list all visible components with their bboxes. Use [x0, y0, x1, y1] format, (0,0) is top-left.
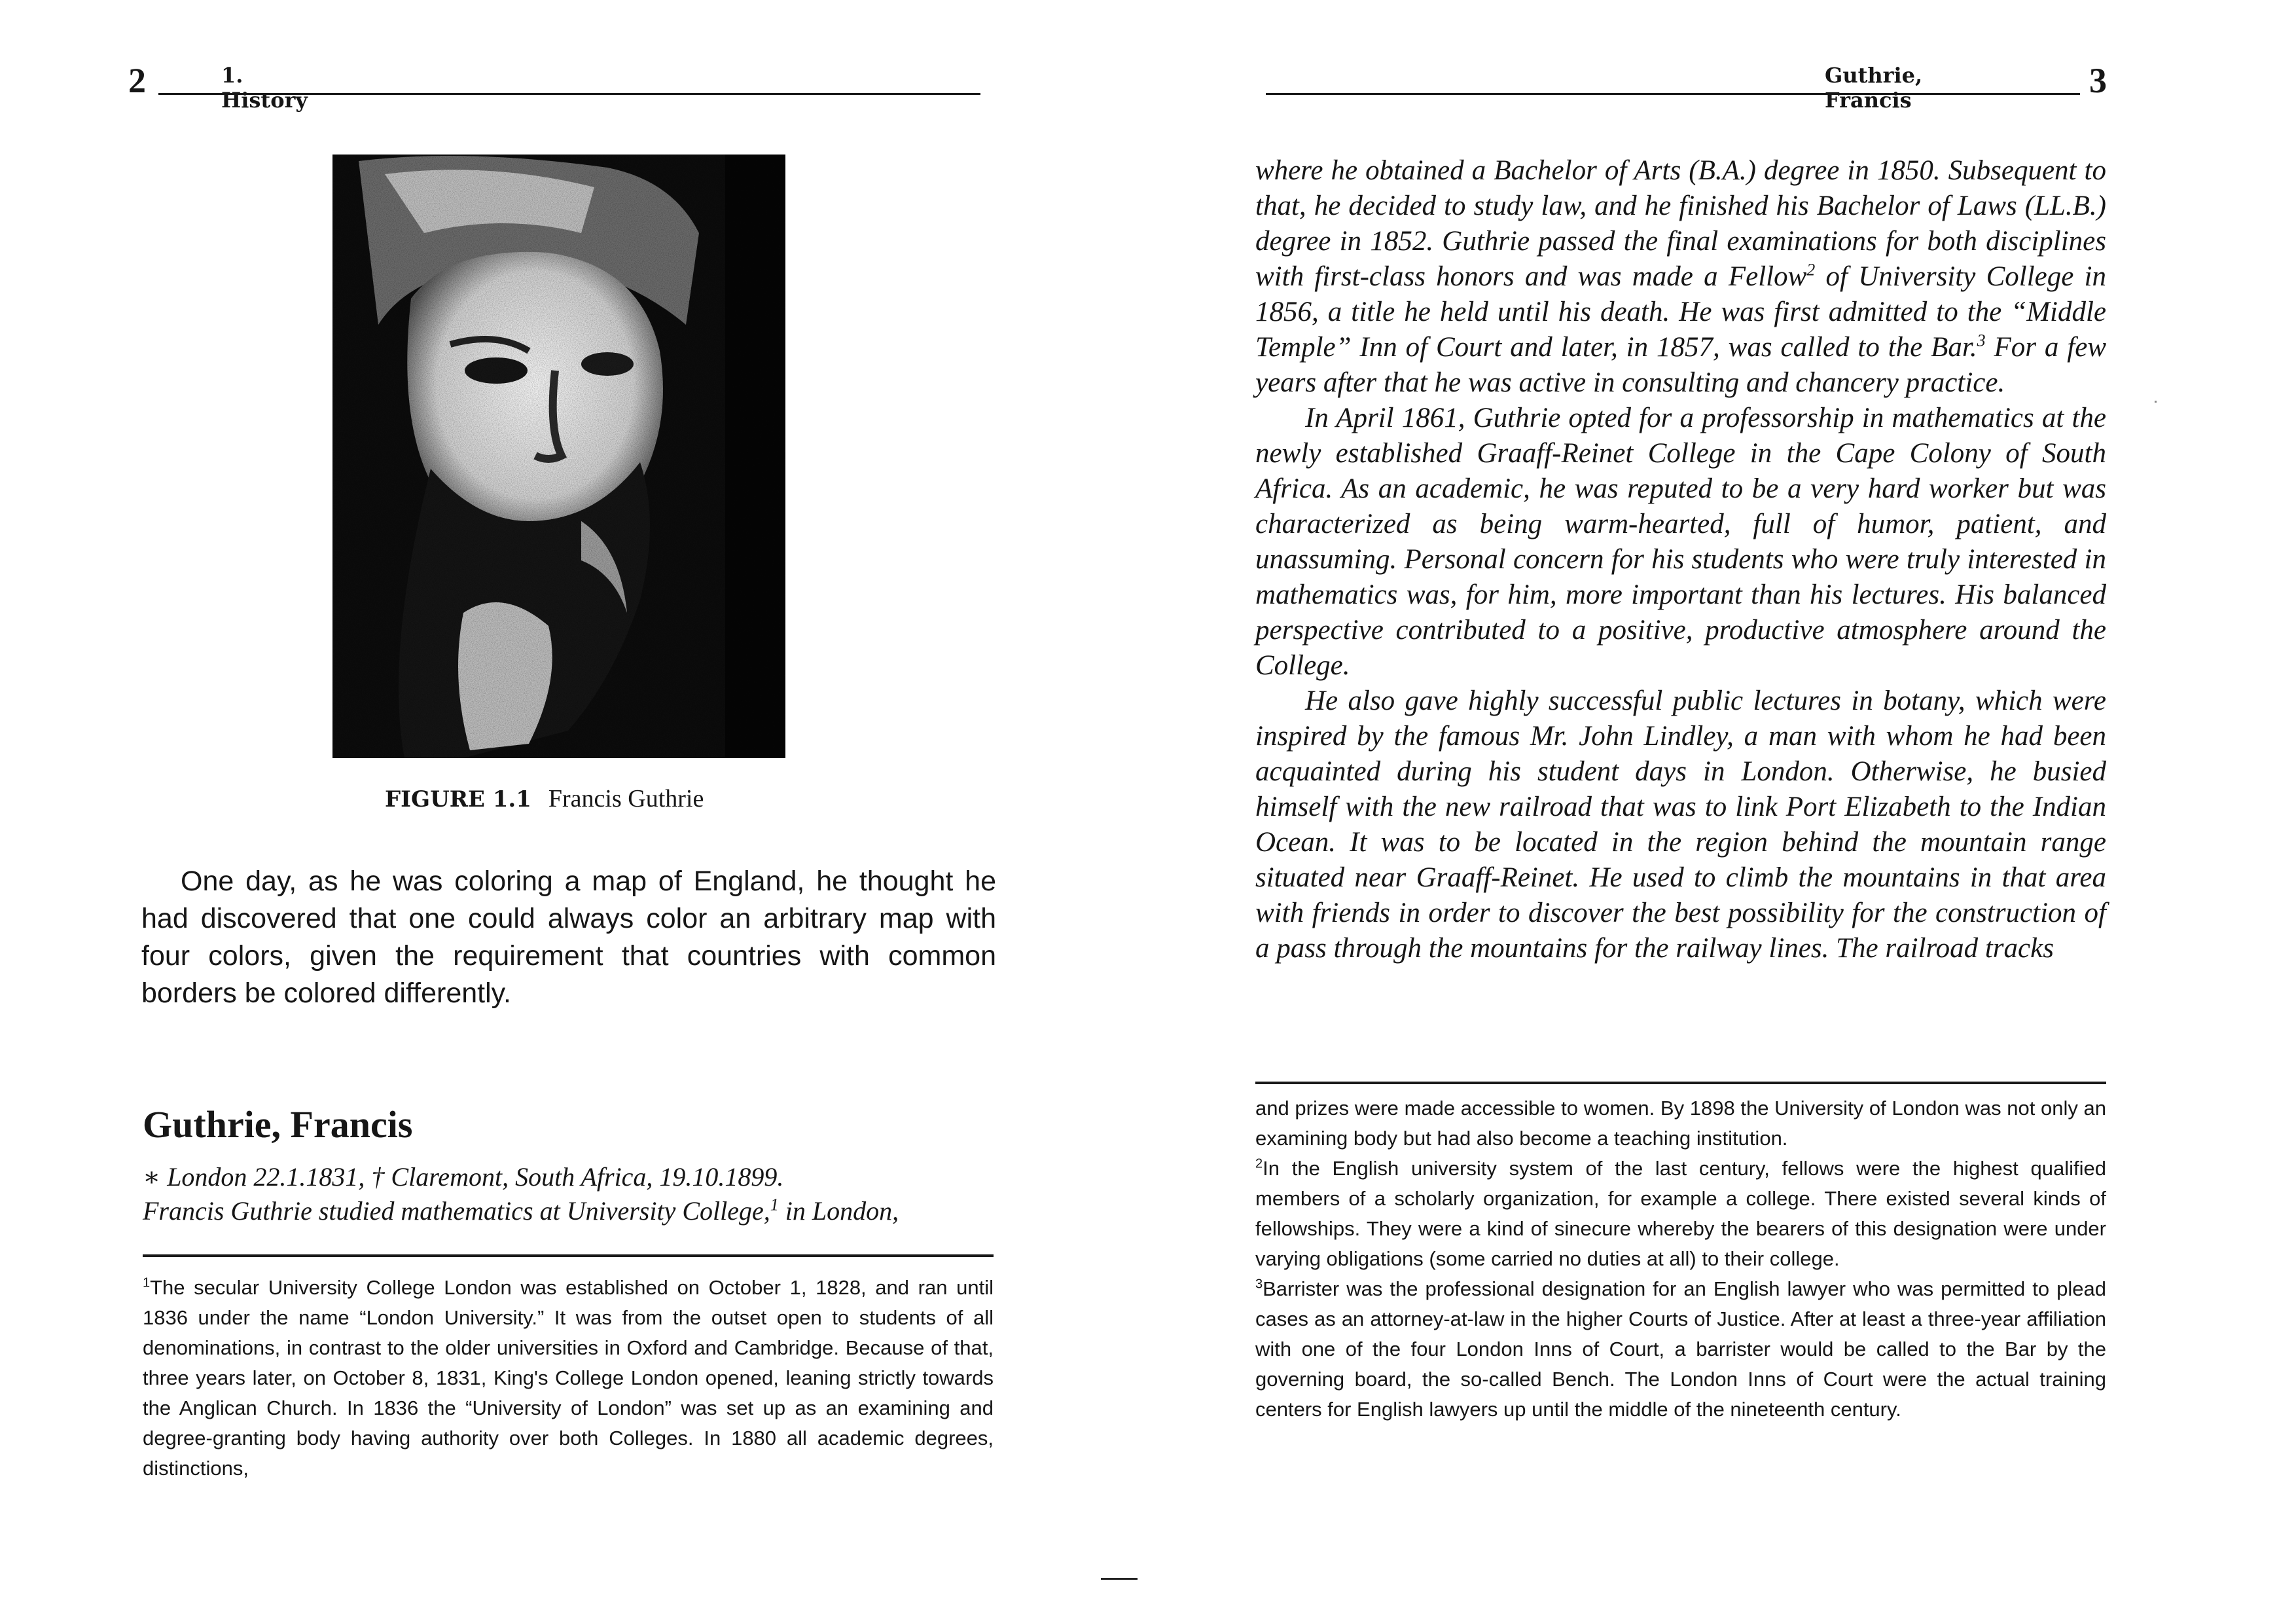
entry-dates: ∗ London 22.1.1831, † Claremont, South Africa, 19.10.1899.	[143, 1162, 784, 1192]
footnote-text: The secular University College London was established on October 1, 1828, and ran until 1836 under the name “London University.” It was from the outset open to students of all denominations, in contrast to the older universities in Oxford and Cambridge. Because of that, three years later, on October 8, 1831, King's College London opened, leaning strictly towards the Anglican Church. In 1836 the “University of London” was set up as an examining and degree-granting body having authority over both Colleges. In 1880 all academic degrees, distinctions,	[143, 1276, 994, 1480]
running-head-title: 1. History	[221, 63, 308, 113]
footnote-ref-3[interactable]: 3	[1977, 331, 1986, 350]
paragraph-2: In April 1861, Guthrie opted for a professorship in mathematics at the newly established Graaff-Reinet College in the Cape Colony of South Africa. As an academic, he was reputed to be a very hard worker but was characterized as being warm-hearted, full of humor, patient, and unassuming. Personal concern for his students who were truly interested in mathematics was, for him, more important than his lectures. His balanced perspective contributed to a positive, productive atmosphere around the College.	[1255, 403, 2106, 681]
footnote-marker: 3	[1255, 1277, 1263, 1292]
footnote-text: Barrister was the professional designation for an English lawyer who was permitted to plead cases as an attorney-at-law in the higher Courts of Justice. After at least a three-year affiliation with one of the four London Inns of Court, a barrister would be called to the Bar by the governing board, the so-called Bench. The London Inns of Court were the actual training centers for English lawyers up until the middle of the nineteenth century.	[1255, 1277, 2106, 1421]
footnote-rule	[143, 1254, 994, 1257]
figure-label: FIGURE 1.1	[385, 786, 531, 812]
paragraph-1	[1255, 153, 2106, 401]
entry-text	[143, 1195, 994, 1226]
footnotes	[143, 1273, 994, 1484]
right-page	[1148, 0, 2296, 1623]
body-text	[1255, 153, 2106, 966]
paragraph-1-part1: where he obtained a Bachelor of Arts (B.A.) degree in 1850. Subsequent to that, he decided to study law, and he finished his Bachelor of Laws (LL.B.) degree in 1852. Guthrie passed the final examinations for both disciplines with first-class honors and was made a Fellow	[1255, 155, 2106, 292]
figure-caption	[385, 784, 704, 813]
paragraph-3: He also gave highly successful public lectures in botany, which were inspired by the famous Mr. John Lindley, a man with whom he had been acquainted during his student days in London. Otherwise, he busied himself with the new railroad that was to link Port Elizabeth to the Indian Ocean. It was to be located in the region behind the mountain range situated near Graaff-Reinet. He used to climb the mountains in that area with friends in order to discover the best possibility for the construction of a pass through the mountains for the railway lines. The railroad tracks	[1255, 685, 2106, 964]
gutter-mark	[1101, 1578, 1138, 1580]
footnote-1	[143, 1273, 994, 1484]
body-paragraph: One day, as he was coloring a map of England, he thought he had discovered that one could always color an arbitrary map with four colors, given the requirement that countries with common borders be colored differently.	[141, 866, 996, 1009]
footnotes	[1255, 1093, 2106, 1425]
paragraph-1-part3: For a few years after that he was active in consulting and chancery practice.	[1255, 332, 2107, 398]
running-head-title: Guthrie, Francis	[1825, 63, 1923, 113]
footnote-3	[1255, 1274, 2106, 1425]
entry-text-after: in London,	[778, 1196, 899, 1226]
footnote-continuation: and prizes were made accessible to women. By 1898 the University of London was not only an examining body but had also become a teaching institution.	[1255, 1097, 2106, 1150]
entry-text-before: Francis Guthrie studied mathematics at University College,	[143, 1196, 770, 1226]
footnote-text: In the English university system of the last century, fellows were the highest qualified members of a scholarly organization, for example a college. There existed several kinds of fellowships. They were a kind of sinecure whereby the bearers of this designation were under varying obligations (some carried no duties at all) to their college.	[1255, 1157, 2106, 1270]
header-rule	[1266, 93, 2080, 95]
figure-caption-text: Francis Guthrie	[548, 785, 704, 812]
paragraph-1-part2: of University College in 1856, a title he held until his death. He was first admitted to the “Middle Temple” Inn of Court and later, in 1857, was called to the Bar.	[1255, 261, 2106, 363]
page-number: 2	[128, 61, 146, 100]
entry-title: Guthrie, Francis	[143, 1103, 413, 1146]
page-number: 3	[2089, 61, 2107, 100]
footnote-marker: 2	[1255, 1156, 1263, 1171]
footnote-marker: 1	[143, 1275, 151, 1290]
portrait-photo	[332, 155, 785, 758]
footnote-2	[1255, 1154, 2106, 1274]
header-rule	[158, 93, 980, 95]
footnote-ref-1[interactable]: 1	[770, 1195, 779, 1214]
footnote-ref-2[interactable]: 2	[1806, 260, 1816, 280]
scan-speck	[2155, 401, 2157, 403]
footnote-rule	[1255, 1082, 2106, 1084]
